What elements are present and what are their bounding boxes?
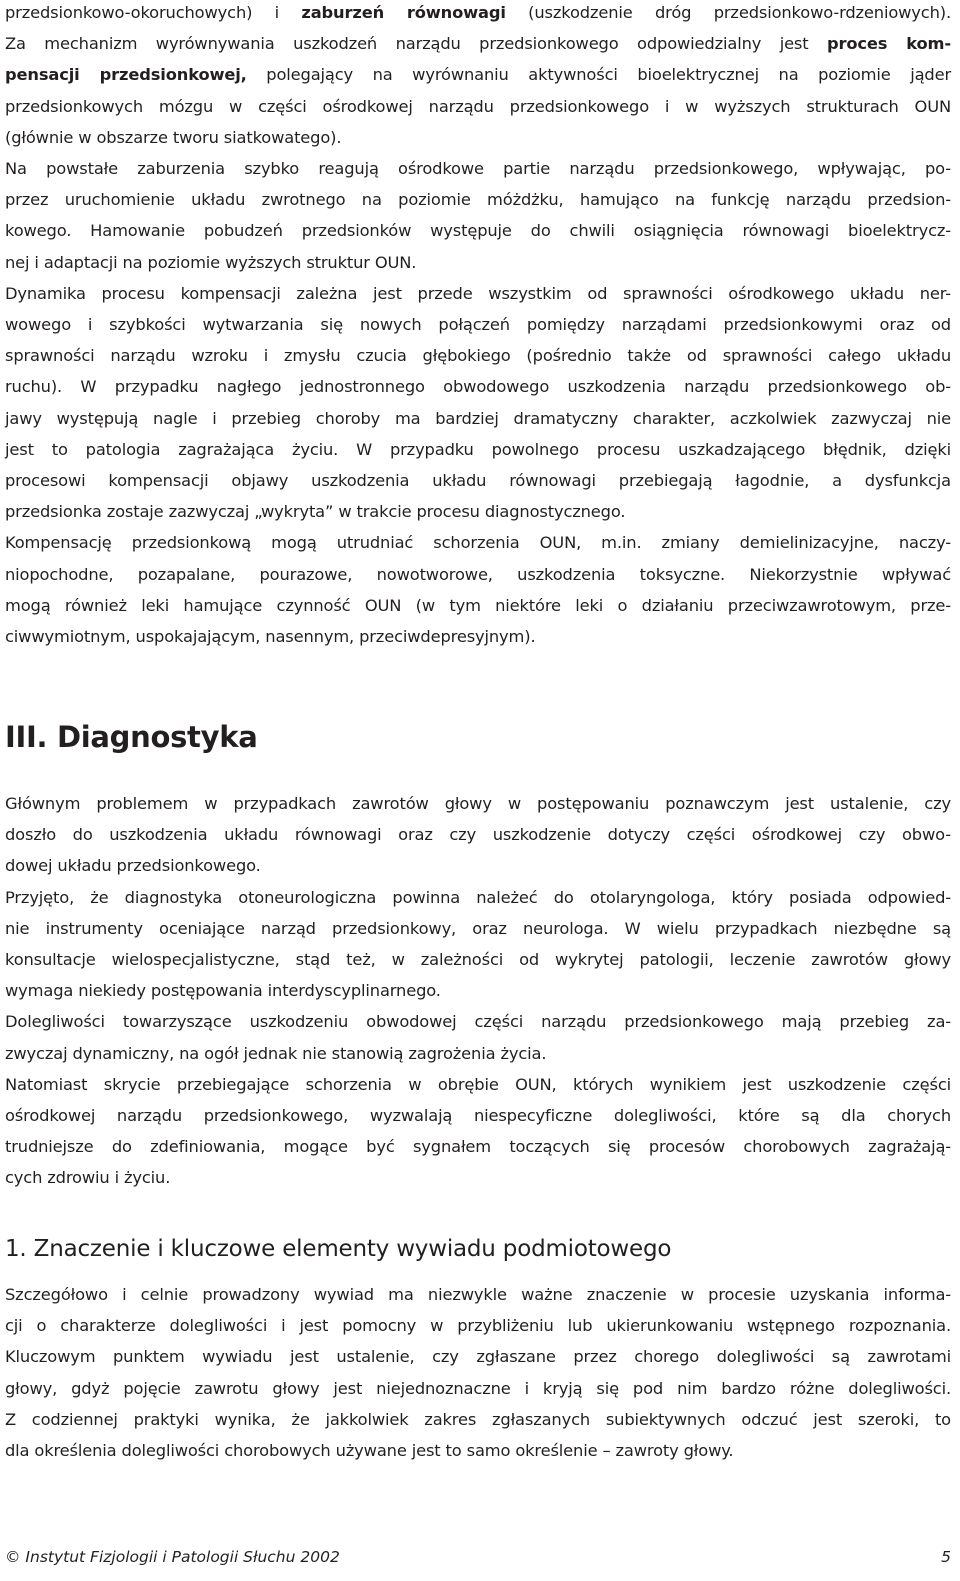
- text-line: sprawności narządu wzroku i zmysłu czucia głębokiego (pośrednio także od sprawności całego układu: [5, 346, 951, 366]
- text-line: trudniejsze do zdefiniowania, mogące być sygnałem toczących się procesów chorobowych zagrażają-: [5, 1137, 951, 1157]
- page-footer: [5, 1544, 951, 1570]
- paragraph-dynamics: [5, 278, 951, 528]
- paragraph-interview: [5, 1279, 951, 1466]
- subsection-interview-body: [5, 1279, 951, 1466]
- paragraph-reaction: [5, 153, 951, 278]
- text-line: Na powstałe zaburzenia szybko reagują ośrodkowe partie narządu przedsionkowego, wpływając, po-: [5, 159, 951, 179]
- paragraph-otoneurology: [5, 882, 951, 1007]
- text-line: wowego i szybkości wytwarzania się nowych połączeń pomiędzy narządami przedsionkowymi oraz od: [5, 315, 951, 335]
- text-line: niopochodne, pozapalane, pourazowe, nowotworowe, uszkodzenia toksyczne. Niekorzystnie wpływać: [5, 564, 951, 584]
- subsection-title: 1. Znaczenie i kluczowe elementy wywiadu podmiotowego: [5, 1236, 672, 1262]
- text-line: przedsionkowych mózgu w części ośrodkowej narządu przedsionkowego i w wyższych strukturach OUN: [5, 96, 951, 116]
- text-line: cych zdrowiu i życiu.: [5, 1168, 171, 1188]
- text-line: procesowi kompensacji objawy uszkodzenia układu równowagi przebiegają łagodnie, a dysfunkcja: [5, 471, 951, 491]
- text-line: Kompensację przedsionkową mogą utrudniać schorzenia OUN, m.in. zmiany demielinizacyjne, naczy-: [5, 533, 951, 553]
- paragraph-peripheral: [5, 1006, 951, 1068]
- section-diagnostics-body: [5, 788, 951, 1194]
- text-line: Za mechanizm wyrównywania uszkodzeń narządu przedsionkowego odpowiedzialny jest proces kom-: [5, 34, 951, 54]
- text-line: głowy, gdyż pojęcie zawrotu głowy jest niejednoznaczne i kryją się pod nim bardzo różne dolegliwości.: [5, 1378, 951, 1398]
- text-line: doszło do uszkodzenia układu równowagi oraz czy uszkodzenie dotyczy części ośrodkowej czy obwo-: [5, 825, 951, 845]
- text-line: Szczegółowo i celnie prowadzony wywiad ma niezwykle ważne znaczenie w procesie uzyskania informa-: [5, 1285, 951, 1304]
- text-line: nej i adaptacji na poziomie wyższych struktur OUN.: [5, 252, 417, 272]
- text-line: (głównie w obszarze tworu siatkowatego).: [5, 127, 342, 147]
- paragraph-central: [5, 1069, 951, 1194]
- paragraph-main-problem: [5, 788, 951, 882]
- page-number: 5: [941, 1548, 951, 1566]
- text-line: jawy występują nagle i przebieg choroby ma bardziej dramatyczny charakter, aczkolwiek zazwyczaj nie: [5, 408, 951, 428]
- intro-text-block: [5, 0, 951, 652]
- text-line: mogą również leki hamujące czynność OUN (w tym niektóre leki o działaniu przeciwzawrotowym, prze-: [5, 595, 951, 615]
- paragraph-compensation-mechanism: [5, 0, 951, 153]
- text-line: Natomiast skrycie przebiegające schorzenia w obrębie OUN, których wynikiem jest uszkodzenie części: [5, 1074, 951, 1094]
- text-line: Dynamika procesu kompensacji zależna jest przede wszystkim od sprawności ośrodkowego układu ner-: [5, 283, 951, 303]
- text-line: kowego. Hamowanie pobudzeń przedsionków występuje do chwili osiągnięcia równowagi bioelektrycz-: [5, 221, 951, 241]
- text-line: przez uruchomienie układu zwrotnego na poziomie móżdżku, hamująco na funkcję narządu przedsion-: [5, 190, 951, 210]
- text-line: Głównym problemem w przypadkach zawrotów głowy w postępowaniu poznawczym jest ustalenie, czy: [5, 794, 951, 813]
- text-line: Kluczowym punktem wywiadu jest ustalenie, czy zgłaszane przez chorego dolegliwości są zawrotami: [5, 1347, 951, 1367]
- text-line: ciwwymiotnym, uspokajającym, nasennym, przeciwdepresyjnym).: [5, 627, 536, 647]
- text-line: Z codziennej praktyki wynika, że jakkolwiek zakres zgłaszanych subiektywnych odczuć jest szeroki, to: [5, 1409, 951, 1429]
- text-line: przedsionkowo-okoruchowych) i zaburzeń równowagi (uszkodzenie dróg przedsionkowo-rdzeniowych).: [5, 3, 951, 22]
- text-line: dowej układu przedsionkowego.: [5, 856, 261, 876]
- text-line: wymaga niekiedy postępowania interdyscyplinarnego.: [5, 981, 441, 1001]
- text-line: cji o charakterze dolegliwości i jest pomocny w przybliżeniu lub ukierunkowaniu wstępnego rozpoznania.: [5, 1316, 951, 1336]
- text-line: pensacji przedsionkowej, polegający na wyrównaniu aktywności bioelektrycznej na poziomie jąder: [5, 65, 951, 85]
- text-line: dla określenia dolegliwości chorobowych używane jest to samo określenie – zawroty głowy.: [5, 1441, 734, 1461]
- footer-copyright: © Instytut Fizjologii i Patologii Słuchu 2002: [5, 1548, 340, 1566]
- paragraph-hindrances: [5, 527, 951, 652]
- section-title: III. Diagnostyka: [5, 720, 258, 754]
- text-line: jest to patologia zagrażająca życiu. W przypadku powolnego procesu uszkadzającego błędnik, dzięki: [5, 439, 951, 459]
- text-line: przedsionka zostaje zazwyczaj „wykryta” w trakcie procesu diagnostycznego.: [5, 502, 626, 522]
- text-line: konsultacje wielospecjalistyczne, stąd też, w zależności od wykrytej patologii, leczenie zawrotów głowy: [5, 950, 951, 970]
- text-line: Dolegliwości towarzyszące uszkodzeniu obwodowej części narządu przedsionkowego mają przebieg za-: [5, 1012, 951, 1032]
- text-line: Przyjęto, że diagnostyka otoneurologiczna powinna należeć do otolaryngologa, który posiada odpowied-: [5, 887, 951, 907]
- text-line: zwyczaj dynamiczny, na ogół jednak nie stanowią zagrożenia życia.: [5, 1043, 547, 1063]
- text-line: ruchu). W przypadku nagłego jednostronnego obwodowego uszkodzenia narządu przedsionkowego ob-: [5, 377, 951, 397]
- text-line: nie instrumenty oceniające narząd przedsionkowy, oraz neurologa. W wielu przypadkach niezbędne są: [5, 918, 951, 938]
- text-line: ośrodkowej narządu przedsionkowego, wyzwalają niespecyficzne dolegliwości, które są dla chorych: [5, 1106, 951, 1126]
